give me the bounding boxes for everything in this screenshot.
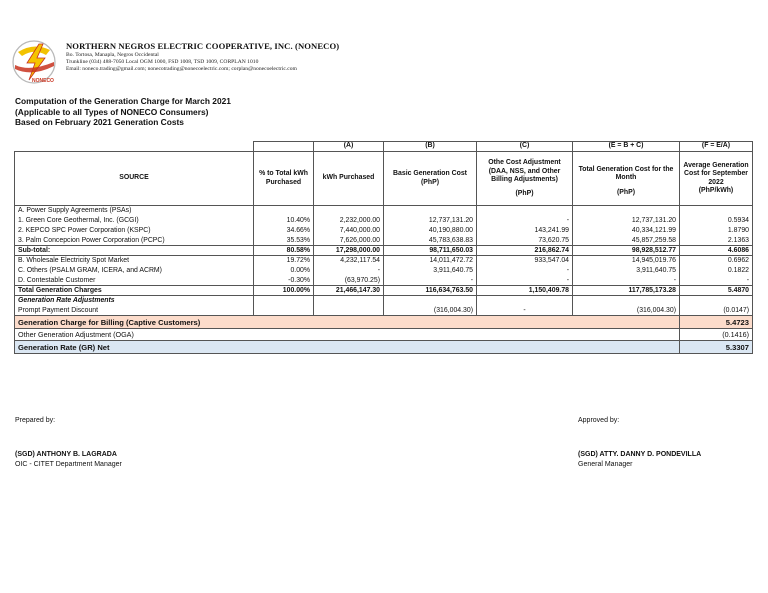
col-letter-c: (C) (477, 142, 573, 152)
net-rate-row (15, 341, 753, 354)
row-basic: 98,711,650.03 (384, 246, 477, 256)
oga-row (15, 329, 753, 341)
header-basic: Basic Generation Cost (PhP) (384, 152, 477, 206)
header-total-cost (573, 152, 680, 206)
oga-label: Other Generation Adjustment (OGA) (15, 329, 680, 341)
approver-title: General Manager (578, 461, 633, 468)
row-pct: 0.00% (254, 266, 314, 276)
table-row (15, 206, 753, 216)
row-pct: -0.30% (254, 276, 314, 286)
row-source: 1. Green Core Geothermal, Inc. (GCGI) (15, 216, 254, 226)
row-kwh (314, 306, 384, 316)
header-other-cost-unit: (PhP) (515, 189, 534, 197)
row-basic (384, 296, 477, 306)
row-other: - (477, 266, 573, 276)
row-avg: 0.6962 (680, 256, 753, 266)
table-row (15, 306, 753, 316)
row-other: - (477, 216, 573, 226)
row-total: 98,928,512.77 (573, 246, 680, 256)
oga-value: (0.1416) (680, 329, 753, 341)
table-row (15, 236, 753, 246)
table-row (15, 256, 753, 266)
row-source: D. Contestable Customer (15, 276, 254, 286)
row-source: Total Generation Charges (15, 286, 254, 296)
row-avg: 5.4870 (680, 286, 753, 296)
row-source: Prompt Payment Discount (15, 306, 254, 316)
row-pct: 19.72% (254, 256, 314, 266)
org-address: Bo. Tortosa, Manapla, Negros Occidental (66, 52, 159, 58)
row-avg: 0.5934 (680, 216, 753, 226)
billing-charge-value: 5.4723 (680, 316, 753, 329)
row-source: A. Power Supply Agreements (PSAs) (15, 206, 254, 216)
row-basic: - (384, 276, 477, 286)
row-other: 73,620.75 (477, 236, 573, 246)
org-email: Email: noneco.trading@gmail.com; nonecotrading@nonecoelectric.com; corplan@nonecoelectric.com (66, 66, 297, 73)
row-basic: 12,737,131.20 (384, 216, 477, 226)
header-total-cost-label: Total Generation Cost for the Month (578, 165, 674, 182)
row-pct (254, 306, 314, 316)
row-total: 3,911,640.75 (573, 266, 680, 276)
blank-header (15, 142, 254, 152)
title-line-2: (Applicable to all Types of NONECO Consumers) (15, 106, 209, 117)
row-kwh (314, 296, 384, 306)
preparer-title: OIC - CITET Department Manager (15, 461, 122, 468)
row-kwh: 21,466,147.30 (314, 286, 384, 296)
row-source: Generation Rate Adjustments (15, 296, 254, 306)
row-source: 3. Palm Concepcion Power Corporation (PCPC) (15, 236, 254, 246)
generation-charge-table (14, 141, 753, 354)
row-avg: 2.1363 (680, 236, 753, 246)
row-total (573, 296, 680, 306)
table-row (15, 226, 753, 236)
row-basic: 14,011,472.72 (384, 256, 477, 266)
org-trunkline: Trunkline (034) 488-7050 Local OGM 1000, FSD 1008, TSD 1009, CORPLAN 1010 (66, 59, 259, 66)
row-avg (680, 296, 753, 306)
row-pct: 10.40% (254, 216, 314, 226)
row-pct: 80.58% (254, 246, 314, 256)
net-rate-label: Generation Rate (GR) Net (15, 341, 680, 354)
adjustments-heading-row (15, 296, 753, 306)
row-total: 14,945,019.76 (573, 256, 680, 266)
logo-wordmark: NONECO (32, 78, 54, 84)
row-total: (316,004.30) (573, 306, 680, 316)
row-total: 45,857,259.58 (573, 236, 680, 246)
letterhead (10, 38, 570, 86)
row-pct (254, 296, 314, 306)
row-other: 143,241.99 (477, 226, 573, 236)
row-pct: 100.00% (254, 286, 314, 296)
row-source: Sub-total: (15, 246, 254, 256)
header-avg (680, 152, 753, 206)
row-source: B. Wholesale Electricity Spot Market (15, 256, 254, 266)
row-total: 40,334,121.99 (573, 226, 680, 236)
row-kwh: 4,232,117.54 (314, 256, 384, 266)
approved-by-label: Approved by: (578, 417, 620, 424)
table-row (15, 276, 753, 286)
row-basic: 40,190,880.00 (384, 226, 477, 236)
row-total: 117,785,173.28 (573, 286, 680, 296)
row-total: 12,737,131.20 (573, 216, 680, 226)
noneco-logo (10, 38, 62, 86)
subtotal-row (15, 246, 753, 256)
org-name: NORTHERN NEGROS ELECTRIC COOPERATIVE, INC. (NONECO) (66, 41, 340, 51)
row-source: C. Others (PSALM GRAM, ICERA, and ACRM) (15, 266, 254, 276)
row-basic: 45,783,638.83 (384, 236, 477, 246)
row-other: - (477, 276, 573, 286)
title-line-3: Based on February 2021 Generation Costs (15, 117, 184, 128)
col-letter-a: (A) (314, 142, 384, 152)
header-total-cost-unit: (PhP) (617, 188, 635, 196)
row-avg (680, 206, 753, 216)
row-basic: (316,004.30) (384, 306, 477, 316)
preparer-name: (SGD) ANTHONY B. LAGRADA (15, 451, 117, 458)
row-kwh: 17,298,000.00 (314, 246, 384, 256)
blank-header (254, 142, 314, 152)
row-basic: 3,911,640.75 (384, 266, 477, 276)
billing-charge-label: Generation Charge for Billing (Captive Customers) (15, 316, 680, 329)
billing-charge-row (15, 316, 753, 329)
net-rate-value: 5.3307 (680, 341, 753, 354)
table-row (15, 266, 753, 276)
row-avg: 0.1822 (680, 266, 753, 276)
document-title (15, 96, 515, 128)
col-letter-e: (E = B + C) (573, 142, 680, 152)
header-other-cost-label: Othe Cost Adjustment (DAA, NSS, and Other Billing Adjustments) (488, 159, 561, 183)
row-source: 2. KEPCO SPC Power Corporation (KSPC) (15, 226, 254, 236)
row-kwh: (63,970.25) (314, 276, 384, 286)
row-kwh: 2,232,000.00 (314, 216, 384, 226)
header-other-cost (477, 152, 573, 206)
row-total: - (573, 276, 680, 286)
row-pct: 35.53% (254, 236, 314, 246)
header-pct: % to Total kWh Purchased (254, 152, 314, 206)
row-other: - (477, 306, 573, 316)
column-header-row (15, 152, 753, 206)
row-other: 933,547.04 (477, 256, 573, 266)
col-letter-f: (F = E/A) (680, 142, 753, 152)
header-avg-unit: (PhP/kWh) (698, 187, 734, 194)
row-other (477, 206, 573, 216)
row-kwh: 7,626,000.00 (314, 236, 384, 246)
row-pct: 34.66% (254, 226, 314, 236)
table-row (15, 216, 753, 226)
row-other (477, 296, 573, 306)
row-kwh: - (314, 266, 384, 276)
row-pct (254, 206, 314, 216)
header-kwh: kWh Purchased (314, 152, 384, 206)
row-avg: 1.8790 (680, 226, 753, 236)
approver-name: (SGD) ATTY. DANNY D. PONDEVILLA (578, 451, 702, 458)
row-kwh (314, 206, 384, 216)
prepared-by-label: Prepared by: (15, 417, 56, 424)
header-source: SOURCE (15, 152, 254, 206)
row-kwh: 7,440,000.00 (314, 226, 384, 236)
column-letter-row (15, 142, 753, 152)
total-generation-row (15, 286, 753, 296)
col-letter-b: (B) (384, 142, 477, 152)
row-basic: 116,634,763.50 (384, 286, 477, 296)
row-total (573, 206, 680, 216)
row-basic (384, 206, 477, 216)
row-avg: (0.0147) (680, 306, 753, 316)
row-other: 216,862.74 (477, 246, 573, 256)
title-line-1: Computation of the Generation Charge for March 2021 (15, 96, 231, 106)
header-avg-label: Average Generation Cost for September 2022 (683, 161, 749, 186)
row-other: 1,150,409.78 (477, 286, 573, 296)
row-avg: 4.6086 (680, 246, 753, 256)
row-avg: - (680, 276, 753, 286)
